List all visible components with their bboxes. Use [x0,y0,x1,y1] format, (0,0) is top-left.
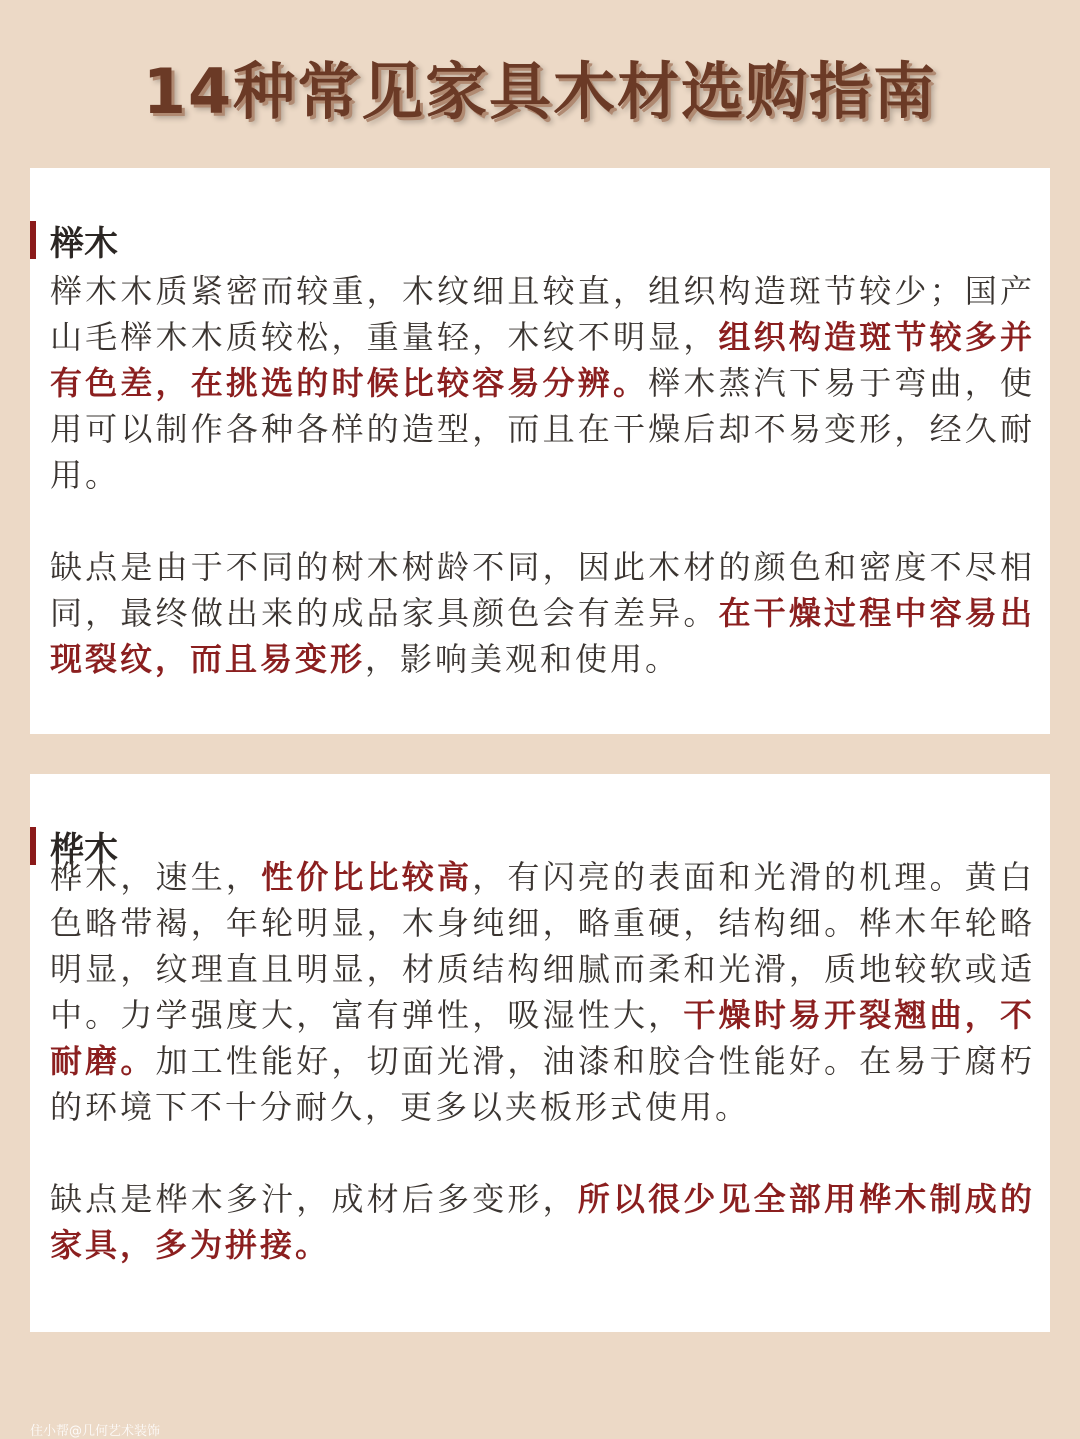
highlight-text: 干燥时易开裂翘曲，不耐磨。 [50,996,1035,1080]
paragraph-text: 缺点是桦木多汁，成材后多变形， [50,1180,578,1218]
section-title: 桦木 [50,829,118,870]
paragraph-text: 榉木木质紧密而较重，木纹细且较直，组织构造斑节较少；国产山毛榉木木质较松，重量轻，木纹不明显， [50,272,1035,356]
paragraph-text: 加工性能好，切面光滑，油漆和胶合性能好。在易于腐朽的环境下不十分耐久，更多以夹板形式使用。 [50,1042,1035,1126]
section-paragraph [50,268,1035,498]
section-card-birch [30,774,1050,1332]
section-heading [30,218,118,262]
section-title: 榉木 [50,223,118,264]
section-paragraph [50,854,1035,1130]
paragraph-text: ，有闪亮的表面和光滑的机理。黄白色略带褐，年轮明显，木身纯细，略重硬，结构细。桦木年轮略明显，纹理直且明显，材质结构细腻而柔和光滑，质地较软或适中。力学强度大，富有弹性，吸湿性大， [50,858,1035,1034]
section-card-beech [30,168,1050,734]
highlight-text: 在干燥过程中容易出现裂纹，而且易变形 [50,594,1035,678]
heading-accent-bar [30,221,36,259]
highlight-text: 性价比比较高 [261,858,473,896]
paragraph-text: 缺点是由于不同的树木树龄不同，因此木材的颜色和密度不尽相同，最终做出来的成品家具颜色会有差异。 [50,548,1035,632]
paragraph-text: 榉木蒸汽下易于弯曲，使用可以制作各种各样的造型，而且在干燥后却不易变形，经久耐用。 [50,364,1035,494]
heading-accent-bar [30,827,36,865]
section-paragraph [50,544,1035,682]
section-paragraph [50,1176,1035,1268]
highlight-text: 所以很少见全部用桦木制成的家具，多为拼接。 [50,1180,1035,1264]
watermark: 住小帮@几何艺术装饰 [30,1424,161,1439]
highlight-text: 组织构造斑节较多并有色差，在挑选的时候比较容易分辨。 [50,318,1035,402]
page-title: 14种常见家具木材选购指南 [142,55,938,128]
paragraph-text: ，影响美观和使用。 [365,640,681,678]
paragraph-text: 桦木，速生， [50,858,262,896]
